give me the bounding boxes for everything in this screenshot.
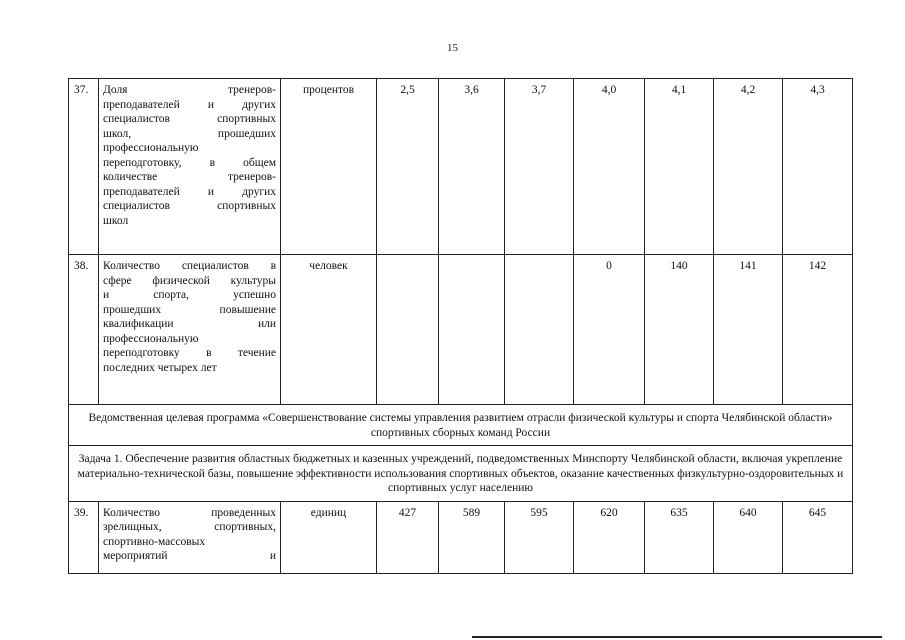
value-cell: 3,7 [505,79,574,255]
value-cell: 635 [645,501,714,573]
value-cell: 645 [783,501,853,573]
table-row-38 [69,255,853,405]
desc-line: Количество проведенных [103,506,276,519]
desc-line: Количество специалистов в [103,260,276,272]
value-cell: 140 [645,255,714,405]
desc-line: прошедших повышение [103,303,276,316]
indicator-description [99,79,281,255]
value-cell: 3,6 [439,79,505,255]
desc-line: преподавателей и других [103,98,276,111]
row-number: 39. [69,501,99,573]
value-cell: 141 [714,255,783,405]
desc-line: школ, прошедших [103,127,276,140]
value-cell: 595 [505,501,574,573]
desc-line: спортивно-массовых [103,535,206,548]
table-row-39 [69,501,853,573]
desc-line: сфере физической культуры [103,274,276,287]
row-number: 37. [69,79,99,255]
desc-line: последних четырех лет [103,361,217,374]
value-cell [505,255,574,405]
page-number: 15 [447,42,458,54]
task-banner: Задача 1. Обеспечение развития областных бюджетных и казенных учреждений, подведомственных Минспорту Челябинской области, включая укрепление материально-технической базы, повышение эффективности использования спортивных объектов, оказание качественных физкультурно-оздоровительных и спортивных услуг населению [69,446,853,502]
desc-line: профессиональную [103,142,199,154]
value-cell [439,255,505,405]
value-cell: 589 [439,501,505,573]
desc-line: зрелищных, спортивных, [103,521,276,533]
table-row-37 [69,79,853,255]
value-cell: 640 [714,501,783,573]
task-banner-row [69,446,853,502]
value-cell: 4,1 [645,79,714,255]
value-cell [377,255,439,405]
indicator-description [99,255,281,405]
desc-line: специалистов спортивных [103,200,276,212]
indicators-table [68,78,853,574]
unit-cell: единиц [281,501,377,573]
unit-cell: человек [281,255,377,405]
value-cell: 4,0 [574,79,645,255]
indicator-description [99,501,281,573]
row-number: 38. [69,255,99,405]
desc-line: профессиональную [103,332,199,345]
value-cell: 4,2 [714,79,783,255]
desc-line: квалификации или [103,318,276,330]
value-cell: 427 [377,501,439,573]
program-banner: Ведомственная целевая программа «Совершенствование системы управления развитием отрасли физической культуры и спорта Челябинской области» спортивных сборных команд России [69,405,853,446]
value-cell: 620 [574,501,645,573]
value-cell: 0 [574,255,645,405]
value-cell: 4,3 [783,79,853,255]
value-cell: 142 [783,255,853,405]
value-cell: 2,5 [377,79,439,255]
desc-line: специалистов спортивных [103,113,276,125]
page-edge-line [472,636,882,638]
desc-line: школ [103,214,129,227]
program-banner-row [69,405,853,446]
desc-line: количестве тренеров- [103,171,276,183]
desc-line: и спорта, успешно [103,289,276,301]
desc-line: переподготовку, в общем [103,156,276,169]
desc-line: мероприятий и [103,550,276,562]
desc-line: Доля тренеров- [103,84,276,96]
desc-line: переподготовку в течение [103,347,276,359]
desc-line: преподавателей и других [103,185,276,198]
unit-cell: процентов [281,79,377,255]
